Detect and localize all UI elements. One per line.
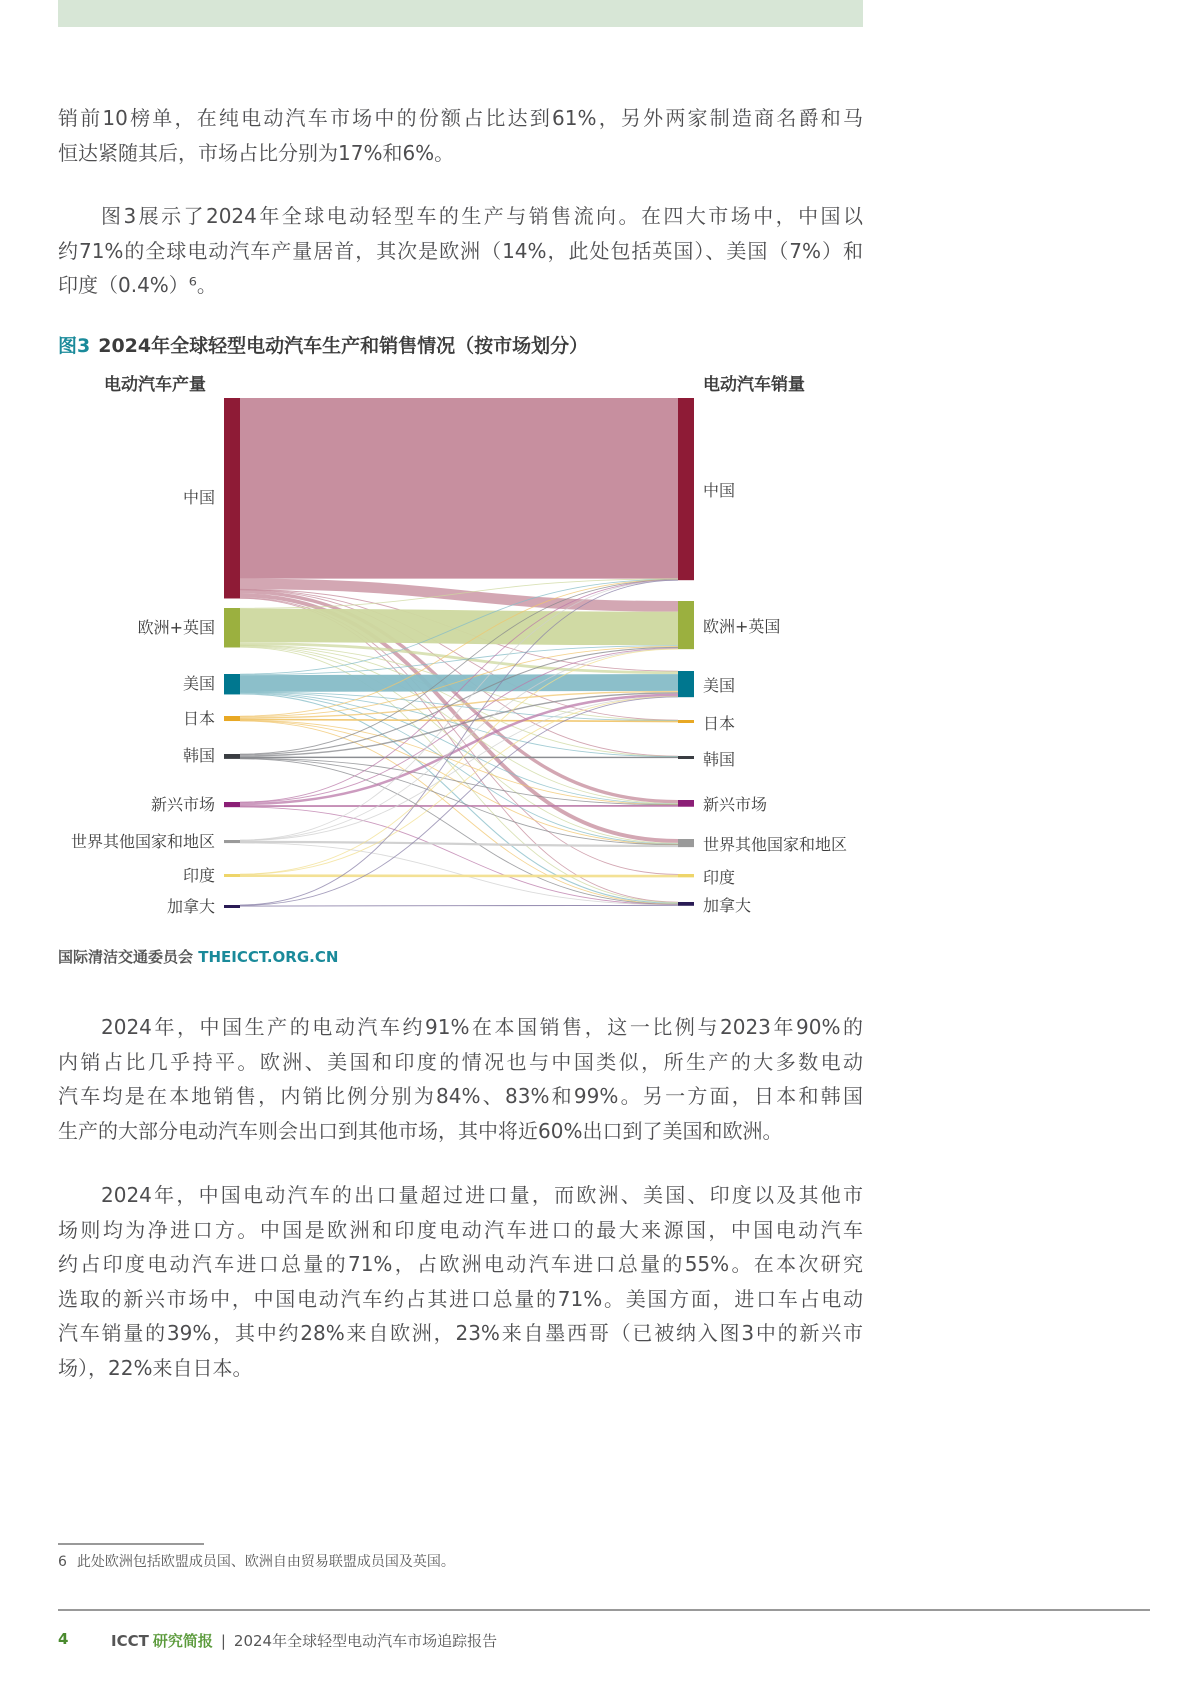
production-label: 日本 [182,708,215,728]
footer-doc-type: 研究简报 [152,1632,213,1650]
flow-5-to-8 [240,807,678,905]
footnote-divider [58,1543,204,1545]
sales-node [678,874,694,877]
sales-label: 日本 [703,713,736,733]
sales-header: 电动汽车销量 [703,375,805,395]
sales-label: 印度 [703,867,736,887]
figure-source [58,946,338,967]
production-label: 韩国 [182,746,215,766]
sales-node [678,902,694,906]
text-line: 2024年，中国生产的电动汽车约91%在本国销售，这一比例与2023年90%的 [101,1015,863,1039]
production-node [224,754,240,759]
production-label: 欧洲+英国 [137,617,215,637]
paragraph-4 [58,1178,863,1386]
sales-node [678,756,694,759]
text-line: 销前10榜单，在纯电动汽车市场中的份额占比达到61%，另外两家制造商名爵和马 [58,106,863,130]
footnote-text: 此处欧洲包括欧盟成员国、欧洲自由贸易联盟成员国及英国。 [76,1554,455,1570]
footer-org: ICCT [111,1632,149,1650]
production-node [224,674,240,694]
production-label: 加拿大 [166,896,215,916]
figure-number: 图3 [58,335,91,357]
paragraph-3 [58,1010,863,1148]
footer-report-title: 2024年全球轻型电动汽车市场追踪报告 [233,1632,498,1650]
sales-label: 新兴市场 [703,795,768,815]
sales-node [678,398,694,580]
sales-node [678,839,694,847]
source-org: 国际清洁交通委员会 [58,948,194,966]
sales-label: 美国 [703,676,736,696]
source-link[interactable]: THEICCT.ORG.CN [198,948,339,966]
sales-label: 韩国 [703,749,736,769]
sales-label: 世界其他国家和地区 [703,835,848,855]
production-node [224,840,240,843]
text-line: 场），22%来自日本。 [58,1355,253,1380]
figure-title-text: 2024年全球轻型电动汽车生产和销售情况（按市场划分） [98,335,589,357]
production-label: 中国 [182,488,215,508]
production-node [224,716,240,721]
text-line: 印度（0.4%）⁶。 [58,273,217,298]
text-line: 图3展示了2024年全球电动轻型车的生产与销售流向。在四大市场中，中国以 [101,204,863,228]
text-line: 生产的大部分电动汽车则会出口到其他市场，其中将近60%出口到了美国和欧洲。 [58,1118,783,1143]
flow-2-to-2 [240,682,678,683]
footer-running-title [111,1630,497,1651]
production-label: 印度 [182,865,215,885]
footer-separator: | [220,1632,226,1650]
footnote-number: 6 [58,1554,67,1570]
flow-3-to-6 [240,721,678,845]
sales-node [678,720,694,723]
text-line: 2024年，中国电动汽车的出口量超过进口量，而欧洲、美国、印度以及其他市 [101,1183,863,1207]
sales-label: 欧洲+英国 [703,617,781,637]
text-line: 场则均为净进口方。中国是欧洲和印度电动汽车进口的最大来源国，中国电动汽车 [58,1217,863,1242]
text-line: 汽车销量的39%，其中约28%来自欧洲，23%来自墨西哥（已被纳入图3中的新兴市 [58,1321,863,1346]
production-node [224,398,240,598]
text-line: 恒达紧随其后，市场占比分别为17%和6%。 [58,140,455,165]
production-label: 新兴市场 [150,794,215,814]
production-node [224,802,240,807]
production-label: 世界其他国家和地区 [70,831,215,851]
footer-divider [58,1609,1150,1611]
text-line: 约71%的全球电动汽车产量居首，其次是欧洲（14%，此处包括英国）、美国（7%）和 [58,238,863,263]
page-number: 4 [58,1630,69,1648]
sales-label: 加拿大 [703,895,752,915]
sales-label: 中国 [703,481,736,501]
text-line: 选取的新兴市场中，中国电动汽车约占其进口总量的71%。美国方面，进口车占电动 [58,1286,863,1311]
flow-8-to-8 [240,905,678,906]
flow-3-to-5 [240,720,678,804]
production-node [224,905,240,908]
text-line: 汽车均是在本地销售，内销比例分别为84%、83%和99%。另一方面，日本和韩国 [58,1084,863,1109]
production-header: 电动汽车产量 [104,375,206,395]
text-line: 约占印度电动汽车进口总量的71%，占欧洲电动汽车进口总量的55%。在本次研究 [58,1252,863,1277]
production-node [224,608,240,647]
text-line: 内销占比几乎持平。欧洲、美国和印度的情况也与中国类似，所生产的大多数电动 [58,1049,863,1074]
footnote [58,1551,455,1571]
sales-node [678,800,694,807]
production-node [224,874,240,877]
sales-node [678,671,694,697]
production-label: 美国 [182,674,215,694]
sales-node [678,601,694,649]
